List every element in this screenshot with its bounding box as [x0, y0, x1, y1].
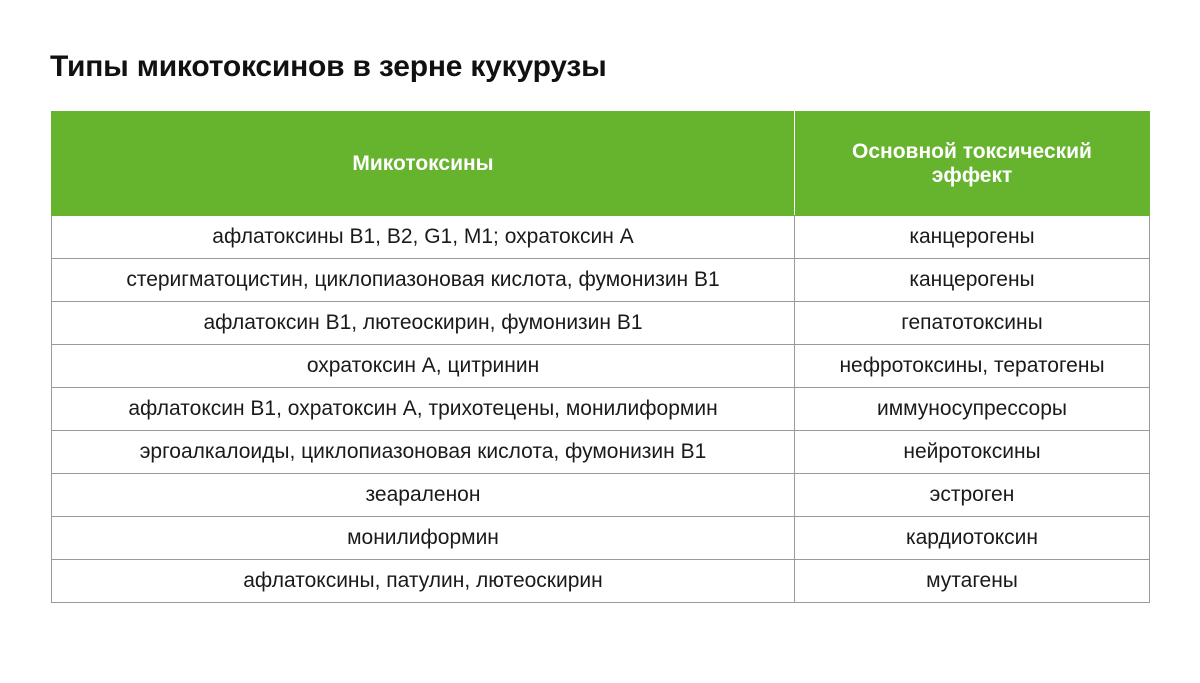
cell-mycotoxins: афлатоксины, патулин, лютеоскирин — [52, 560, 795, 603]
header-mycotoxins: Микотоксины — [52, 112, 795, 216]
cell-toxic-effect: канцерогены — [795, 259, 1150, 302]
mycotoxin-table-container — [51, 111, 1149, 603]
cell-toxic-effect: мутагены — [795, 560, 1150, 603]
table-row — [52, 388, 1150, 431]
table-body — [52, 216, 1150, 603]
cell-mycotoxins: афлатоксины В1, В2, G1, М1; охратоксин А — [52, 216, 795, 259]
table-row — [52, 302, 1150, 345]
cell-mycotoxins: эргоалкалоиды, циклопиазоновая кислота, фумонизин В1 — [52, 431, 795, 474]
cell-toxic-effect: иммуносупрессоры — [795, 388, 1150, 431]
cell-mycotoxins: охратоксин А, цитринин — [52, 345, 795, 388]
cell-mycotoxins: монилиформин — [52, 517, 795, 560]
table-row — [52, 259, 1150, 302]
header-row — [52, 112, 1150, 216]
table-row — [52, 474, 1150, 517]
cell-toxic-effect: канцерогены — [795, 216, 1150, 259]
table-row — [52, 431, 1150, 474]
page-title: Типы микотоксинов в зерне кукурузы — [50, 50, 607, 83]
cell-mycotoxins: афлатоксин В1, лютеоскирин, фумонизин В1 — [52, 302, 795, 345]
table-header — [52, 112, 1150, 216]
cell-toxic-effect: эстроген — [795, 474, 1150, 517]
cell-mycotoxins: стеригматоцистин, циклопиазоновая кислота, фумонизин В1 — [52, 259, 795, 302]
cell-mycotoxins: зеараленон — [52, 474, 795, 517]
table-row — [52, 216, 1150, 259]
cell-toxic-effect: гепатотоксины — [795, 302, 1150, 345]
table-row — [52, 560, 1150, 603]
cell-toxic-effect: кардиотоксин — [795, 517, 1150, 560]
table-row — [52, 345, 1150, 388]
cell-mycotoxins: афлатоксин В1, охратоксин А, трихотецены, монилиформин — [52, 388, 795, 431]
table-row — [52, 517, 1150, 560]
mycotoxin-table — [51, 111, 1150, 603]
cell-toxic-effect: нефротоксины, тератогены — [795, 345, 1150, 388]
header-toxic-effect: Основной токсический эффект — [795, 112, 1150, 216]
cell-toxic-effect: нейротоксины — [795, 431, 1150, 474]
